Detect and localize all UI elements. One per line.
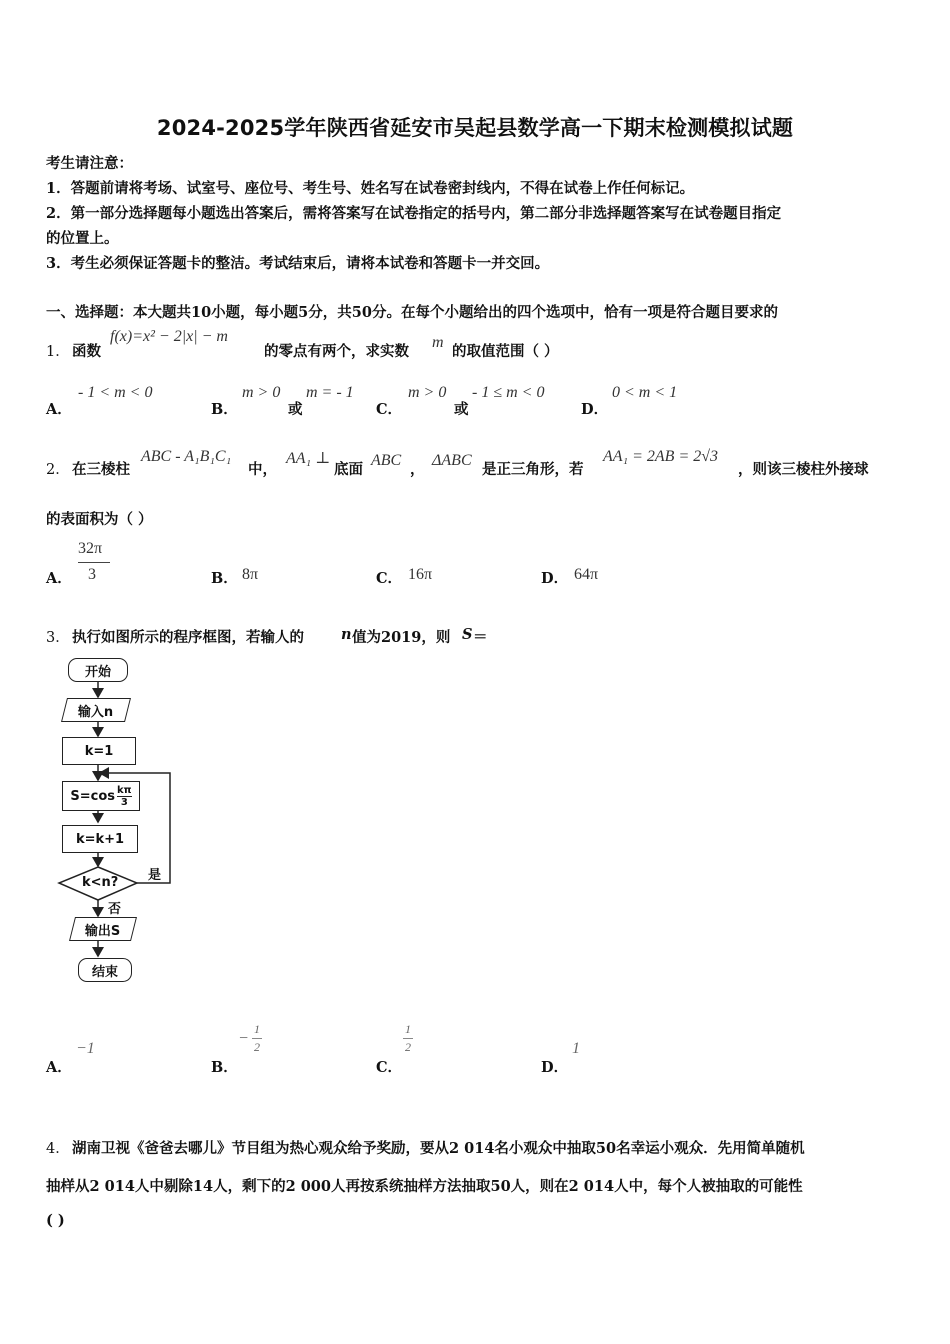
flowchart-calc-den: 3 <box>120 796 128 808</box>
notice-item: 1．答题前请将考场、试室号、座位号、考生号、姓名写在试卷密封线内，不得在试卷上作任何标记。 <box>46 180 695 197</box>
q3-option-b-den: 2 <box>254 1040 260 1054</box>
q3-text-post: ＝ <box>473 629 488 646</box>
flowchart-init: k=1 <box>62 737 136 765</box>
flowchart-no: 否 <box>108 902 122 917</box>
flowchart-end: 结束 <box>78 958 132 982</box>
q4-line1: 湖南卫视《爸爸去哪儿》节目组为热心观众给予奖励，要从2 014名小观众中抽取50名幸运小观众．先用简单随机 <box>72 1140 805 1157</box>
q2-option-c-math: 16π <box>408 566 433 583</box>
q1-post: 的取值范围（ ） <box>452 343 559 360</box>
q2-text3: ， <box>410 461 425 478</box>
flowchart-input: 输入n <box>61 698 131 722</box>
q1-option-c-or: 或 <box>454 401 469 418</box>
q2-pre: 在三棱柱 <box>72 461 130 478</box>
q2-option-b-label[interactable]: B． <box>211 570 238 587</box>
flowchart-output: 输出S <box>69 917 137 941</box>
q3-number: 3． <box>46 630 70 646</box>
q1-option-b-label[interactable]: B． <box>211 401 238 418</box>
q3-text-mid: 值为2019，则 <box>352 629 451 646</box>
q1-option-b-or: 或 <box>288 401 303 418</box>
q1-option-b-math1: m > 0 <box>242 384 281 401</box>
q2-text4: 是正三角形，若 <box>482 461 584 478</box>
q2-text5: ，则该三棱柱外接球 <box>738 461 869 478</box>
q2-math-triangle: ΔABC <box>432 452 472 469</box>
q3-text-pre: 执行如图所示的程序框图，若输人的 <box>72 629 304 646</box>
notice-item: 3．考生必须保证答题卡的整洁。考试结束后，请将本试卷和答题卡一并交回。 <box>46 255 550 272</box>
q3-option-c-num: 1 <box>405 1022 411 1036</box>
q4-line3: ( ) <box>46 1212 65 1229</box>
q1-option-c-math2: - 1 ≤ m < 0 <box>472 384 545 401</box>
q1-option-b-math2: m = - 1 <box>306 384 354 401</box>
flowchart-yes: 是 <box>148 868 162 883</box>
q3-var-n: n <box>341 626 352 643</box>
q1-pre: 函数 <box>72 343 101 360</box>
q3-option-a-label[interactable]: A． <box>46 1059 72 1076</box>
q2-option-c-label[interactable]: C． <box>376 570 403 587</box>
q3-option-c-den: 2 <box>405 1040 411 1054</box>
q3-option-c-fraction-bar <box>403 1038 413 1039</box>
q2-option-b-math: 8π <box>242 566 259 583</box>
q2-option-a-label[interactable]: A． <box>46 570 72 587</box>
q3-option-b-label[interactable]: B． <box>211 1059 238 1076</box>
q3-var-s: S <box>462 626 473 643</box>
q2-line2: 的表面积为（ ） <box>46 511 153 528</box>
q1-option-a-math: - 1 < m < 0 <box>78 384 153 401</box>
q1-formula: f(x)=x² − 2|x| − m <box>110 328 228 345</box>
q3-option-b-fraction-bar <box>252 1038 262 1039</box>
flowchart-calc-num: kπ <box>117 784 132 796</box>
q3-option-d-math: 1 <box>572 1040 580 1057</box>
q3-option-d-label[interactable]: D． <box>541 1059 569 1076</box>
q3-option-c-label[interactable]: C． <box>376 1059 403 1076</box>
notice-item: 的位置上。 <box>46 230 119 247</box>
q2-math-length: AA₁ = 2AB = 2√3 <box>603 448 719 465</box>
flowchart-increment: k=k+1 <box>62 825 138 853</box>
q1-option-c-math1: m > 0 <box>408 384 447 401</box>
flowchart-calc: S=cos $\frac{k\pi}{3}$ <box>62 781 140 811</box>
q2-option-d-label[interactable]: D． <box>541 570 569 587</box>
q2-option-d-math: 64π <box>574 566 599 583</box>
q3-option-b-num: 1 <box>254 1022 260 1036</box>
flowchart-start: 开始 <box>68 658 128 682</box>
page-title: 2024-2025学年陕西省延安市吴起县数学高一下期末检测模拟试题 <box>156 116 794 140</box>
q1-var: m <box>432 334 444 351</box>
q1-option-c-label[interactable]: C． <box>376 401 403 418</box>
q1-mid: 的零点有两个，求实数 <box>264 343 409 360</box>
q2-math-perp: AA₁ ⊥ <box>286 450 331 467</box>
q2-option-a-den: 3 <box>88 566 96 583</box>
q1-option-a-label[interactable]: A． <box>46 401 72 418</box>
q3-option-a-math: −1 <box>76 1040 95 1057</box>
q2-math-abc: ABC <box>371 452 402 469</box>
notice-heading: 考生请注意： <box>46 155 133 172</box>
q1-option-d-label[interactable]: D． <box>581 401 609 418</box>
q2-number: 2． <box>46 462 70 478</box>
q4-line2: 抽样从2 014人中剔除14人，剩下的2 000人再按系统抽样方法抽取50人，则在2 014人中，每个人被抽取的可能性 <box>46 1178 803 1195</box>
q2-text2: 底面 <box>334 461 363 478</box>
q2-option-a-fraction-bar <box>78 562 110 563</box>
q2-math-prism: ABC - A₁B₁C₁ <box>141 448 232 465</box>
q4-number: 4． <box>46 1141 70 1157</box>
q2-text1: 中， <box>248 461 277 478</box>
flowchart-condition: k<n? <box>82 875 119 890</box>
q1-option-d-math: 0 < m < 1 <box>612 384 678 401</box>
section-heading: 一、选择题：本大题共10小题，每小题5分，共50分。在每个小题给出的四个选项中，恰有一项是符合题目要求的 <box>46 304 778 321</box>
q1-number: 1． <box>46 344 70 360</box>
notice-item: 2．第一部分选择题每小题选出答案后，需将答案写在试卷指定的括号内，第二部分非选择题答案写在试卷题目指定 <box>46 205 782 222</box>
q3-option-b-sign: − <box>238 1030 249 1047</box>
q2-option-a-num: 32π <box>78 540 103 557</box>
